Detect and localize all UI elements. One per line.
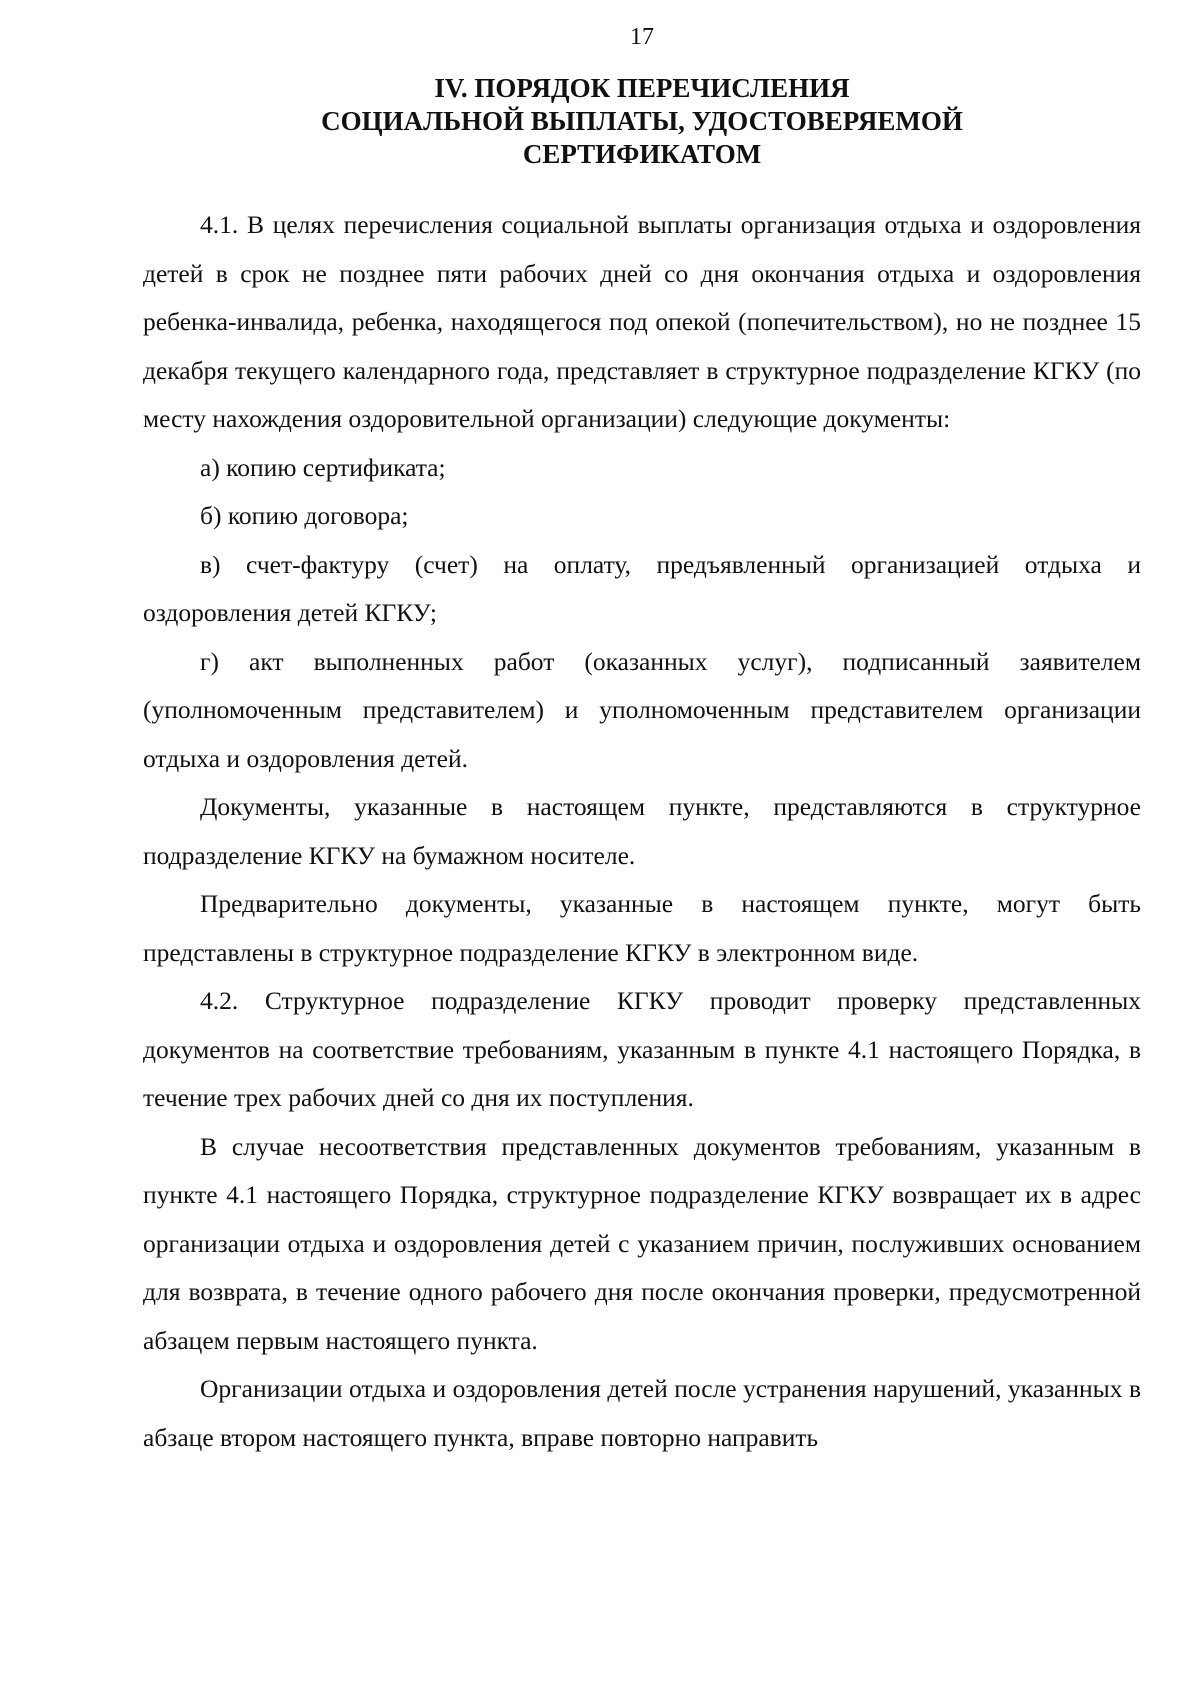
list-item-v: в) счет-фактуру (счет) на оплату, предъявленный организацией отдыха и оздоровления детей КГКУ; [143,549,1141,627]
paragraph-noncompliance: В случае несоответствия представленных документов требованиям, указанным в пункте 4.1 настоящего Порядка, структурное подразделение КГКУ возвращает их в адрес организации отдыха и оздоровления детей с указанием причин, послуживших основанием для возврата, в течение одного рабочего дня после окончания проверки, предусмотренной абзацем первым настоящего пункта. [143,1131,1141,1355]
paragraph-electronic-docs: Предварительно документы, указанные в настоящем пункте, могут быть представлены в структурное подразделение КГКУ в электронном виде. [143,889,1141,967]
heading-line-3: СЕРТИФИКАТОМ [522,139,762,169]
document-body [143,201,1141,1462]
list-item-a: а) копию сертификата; [200,452,446,482]
list-item-g: г) акт выполненных работ (оказанных услуг), подписанный заявителем (уполномоченным представителем) и уполномоченным представителем организации отдыха и оздоровления детей. [143,646,1141,773]
paragraph-4-1: 4.1. В целях перечисления социальной выплаты организация отдыха и оздоровления детей в срок не позднее пяти рабочих дней со дня окончания отдыха и оздоровления ребенка-инвалида, ребенка, находящегося под опекой (попечительством), но не позднее 15 декабря текущего календарного года, представляет в структурное подразделение КГКУ (по месту нахождения оздоровительной организации) следующие документы: [143,210,1141,433]
page-number: 17 [630,24,654,50]
paragraph-paper-docs: Документы, указанные в настоящем пункте, представляются в структурное подразделение КГКУ на бумажном носителе. [143,792,1141,870]
heading-line-1: IV. ПОРЯДОК ПЕРЕЧИСЛЕНИЯ [434,73,850,103]
paragraph-resubmission: Организации отдыха и оздоровления детей после устранения нарушений, указанных в абзаце втором настоящего пункта, вправе повторно направить [143,1374,1141,1452]
section-heading [143,72,1141,171]
heading-line-2: СОЦИАЛЬНОЙ ВЫПЛАТЫ, УДОСТОВЕРЯЕМОЙ [321,106,963,136]
paragraph-4-2: 4.2. Структурное подразделение КГКУ проводит проверку представленных документов на соответствие требованиям, указанным в пункте 4.1 настоящего Порядка, в течение трех рабочих дней со дня их поступления. [143,986,1141,1112]
list-item-b: б) копию договора; [200,501,409,530]
